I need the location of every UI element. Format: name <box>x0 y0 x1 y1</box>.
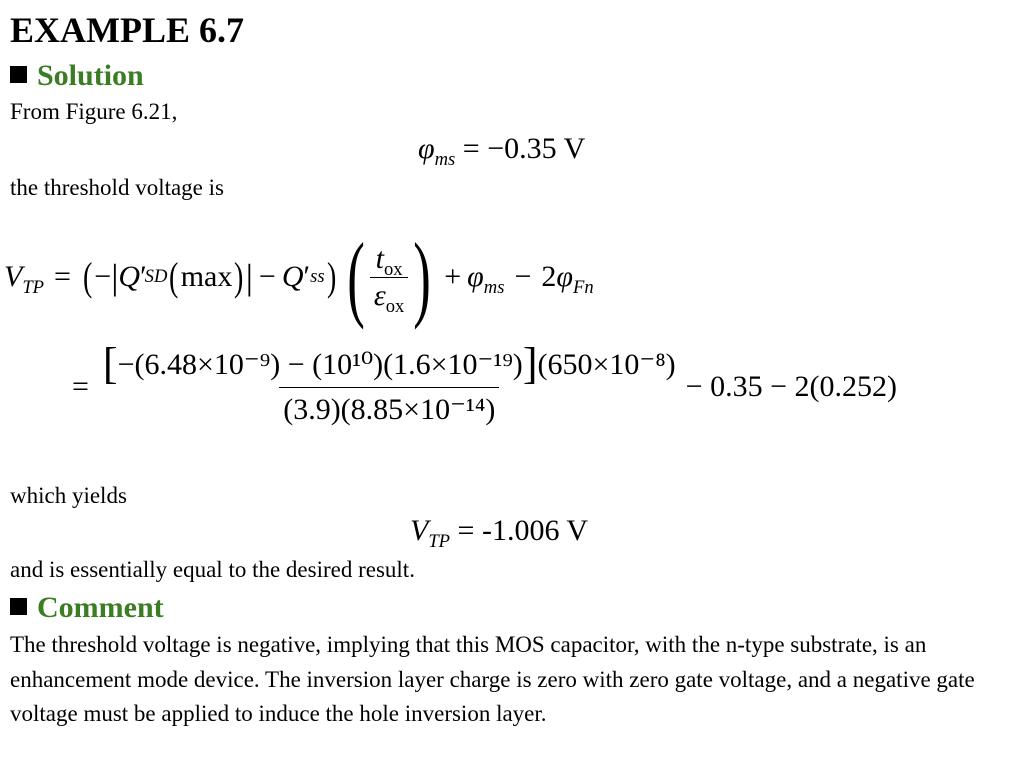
phi-ms-equation: $\varphi_{ms} = -0.35$ V <box>418 132 586 170</box>
result-value: = -1.006 V <box>457 514 589 547</box>
comment-heading-label: Comment <box>37 591 164 624</box>
comment-paragraph: The threshold voltage is negative, implying that this MOS capacitor, with the n-type substrate, is an enhancement mode device. The inversion layer charge is zero with zero gate voltage, and a negative gate voltage must be applied to induce the hole inversion layer. <box>10 632 975 726</box>
comment-heading <box>10 590 164 626</box>
formula-denominator: (3.9)(8.85×10⁻¹⁴) <box>279 387 499 428</box>
conclusion-text: and is essentially equal to the desired result. <box>10 557 415 582</box>
page-title: EXAMPLE 6.7 <box>10 10 244 50</box>
bullet-square-icon <box>10 66 27 83</box>
threshold-intro: the threshold voltage is <box>10 175 224 200</box>
formula-numerator-tail: (650×10⁻⁸) <box>537 348 676 381</box>
phi-ms-value: = −0.35 V <box>462 132 586 165</box>
formula-tail: − 0.35 − 2(0.252) <box>685 370 897 403</box>
yields-text: which yields <box>10 483 127 508</box>
solution-heading-label: Solution <box>37 59 144 92</box>
solution-intro: From Figure 6.21, <box>10 99 178 124</box>
result-equation: $V_{TP} = -1.006$ V <box>410 514 589 552</box>
numeric-substitution: = $\frac{\text{[−(6.48×10⁻⁹) − (10¹⁰)(1.6×10⁻¹⁹)](650×10⁻⁸)}}{\text{(3.9)(8.85×10⁻¹⁴)}}$ − 0.35 − 2(0.252) <box>72 339 897 426</box>
formula-numerator: −(6.48×10⁻⁹) − (10¹⁰)(1.6×10⁻¹⁹) <box>117 348 523 381</box>
threshold-voltage-formula: $V_{TP}$ = ( − | Q ′ SD ( max ) | − Q ′ ss ) ( $\frac{t_{ox}}{\varepsilon_{ox}}$ ) + $\varphi_{ms}$ − $2\varphi_{Fn}$ <box>4 223 594 330</box>
bullet-square-icon <box>10 598 27 615</box>
solution-heading <box>10 58 144 94</box>
